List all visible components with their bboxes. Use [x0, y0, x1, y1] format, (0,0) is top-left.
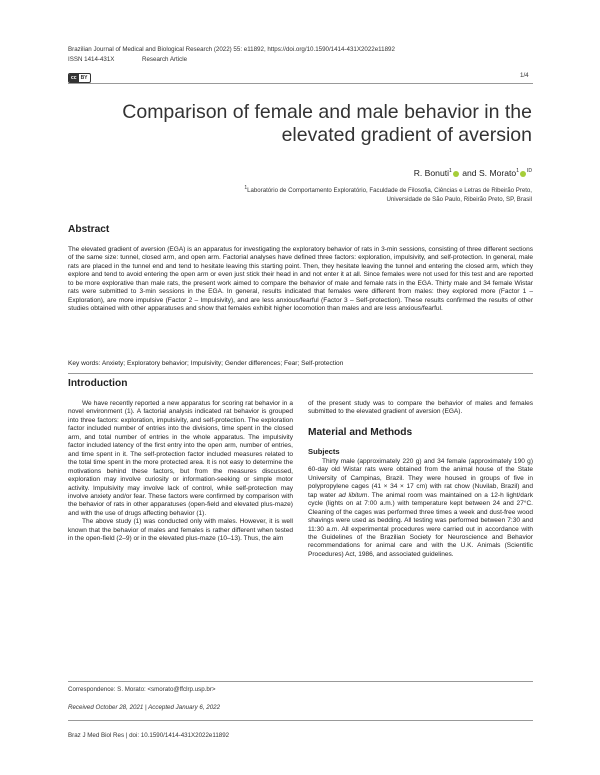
dates-rule [68, 720, 533, 721]
affiliation-line-1: $^1$Laboratório de Comportamento Exploratório, Faculdade de Filosofia, Ciências e Letras de Ribeirão Preto, [244, 184, 532, 194]
abstract-text: The elevated gradient of aversion (EGA) is an apparatus for investigating the exploratory behavior of rats in 3-min sessions, consisting of three different sections of the same size: tunnel, closed arm, and open arm. Factorial analyses have defined three factors: exploration, impulsivity, and self-protection. In general, male rats are placed in the tunnel end and tend to hesitate leaving this starting point. Then, they hesitate leaving the tunnel and entering the closed arm, which they explore and tend to avoid entering the open arm or even just stick their head in and not enter it at all. Since females were not used for this test and are reported to be more explorative than male rats, the present work aimed to compare the behavior of male and female rats in the EGA. Thirty male and 34 female Wistar rats were submitted to 3-min sessions in the EGA. In general, results indicated that females were different from males: they explored more (Factor 1 – Exploration), are more impulsive (Factor 2 – Impulsivity), and are less anxious/fearful (Factor 3 – Self-protection). These results confirmed the results of other studies obtained with other apparatuses and show that females exhibit higher locomotion than males and are less anxious/fearful. [68, 246, 533, 313]
keywords: Key words: Anxiety; Exploratory behavior; Impulsivity; Gender differences; Fear; Self-protection [68, 360, 344, 367]
author-1-affiliation: 1 [449, 168, 452, 175]
issn: ISSN 1414-431X [68, 56, 115, 63]
footer-citation: Braz J Med Biol Res | doi: 10.1590/1414-431X2022e11892 [68, 732, 230, 739]
footer-rule [68, 681, 533, 682]
introduction-paragraph-2: The above study (1) was conducted only with males. However, it is well known that the behavior of males and females is rather different when tested in the open-field (2–9) or in the elevated plus-maze (10–13). Thus, the aim [68, 518, 293, 543]
page-number: 1/4 [520, 72, 529, 79]
author-2-name: S. Morato [478, 168, 517, 178]
article-title-line-1: Comparison of female and male behavior in the [122, 101, 532, 123]
introduction-continuation: of the present study was to compare the behavior of males and females submitted to the elevated gradient of aversion (EGA). [308, 400, 533, 416]
right-column [308, 400, 533, 559]
header-rule [68, 83, 533, 84]
author-1-name: R. Bonuti [413, 168, 450, 178]
subjects-paragraph: Thirty male (approximately 220 g) and 34 female (approximately 190 g) 60-day old Wistar rats were obtained from the animal house of the State University of Campinas, Brazil. They were housed in groups of five in polypropylene cages (41 × 34 × 17 cm) with rat chow (Nuvilab, Brazil) and tap water ad libitum. The animal room was maintained on a 12-h light/dark cycle (lights on at 7:00 a.m.) with temperature kept between 24 and 27°C. Cleaning of the cages was performed three times a week and dust-free wood shavings were used as bedding. All testing was performed between 7:30 and 11:30 a.m. All experimental procedures were carried out in accordance with the Guidelines of the Brazilian Society for Neuroscience and Behavior recommendations for animal care and with the U.K. Animals (Scientific Procedures) Act, 1986, and associated guidelines. [308, 457, 533, 558]
author-line: R. Bonuti$^1$ and S. Morato$^1$ $^{ID}$ [413, 168, 532, 178]
article-title-line-2: elevated gradient of aversion [281, 124, 532, 146]
abstract-heading: Abstract [68, 224, 110, 235]
orcid-icon[interactable] [453, 171, 459, 177]
orcid-icon[interactable] [520, 171, 526, 177]
introduction-heading: Introduction [68, 378, 128, 389]
subjects-heading: Subjects [308, 446, 340, 456]
introduction-body [68, 400, 293, 544]
cc-license-badge[interactable]: cc BY [68, 66, 91, 84]
correspondence: Correspondence: S. Morato: <smorato@ffclrp.usp.br> [68, 686, 216, 693]
methods-heading: Material and Methods [308, 426, 413, 438]
cc-icon: cc [71, 75, 77, 81]
article-type: Research Article [142, 56, 188, 63]
author-2-orcid-mark: ID [527, 168, 532, 175]
journal-citation-line: Brazilian Journal of Medical and Biological Research (2022) 55: e11892, https://doi.org/10.1590/1414-431X2022e11892 [68, 46, 395, 53]
introduction-paragraph-1: We have recently reported a new apparatus for scoring rat behavior in a novel environment (1). A factorial analysis indicated rat behavior is grouped into three factors: exploration, impulsivity, and self-protection. The exploration factor included number of entries into the divisions, time spent in the closed arm, and total number of entries in the whole apparatus. The impulsivity factor included latency of the first entry into the open arm, number of entries, and time spent in it. The self-protection factor included measures related to the total time spent in the more protected area. It is not easy to determine the motivations behind these factors, but from the measures discussed, exploration may involve curiosity or information-seeking or simple motor activity. Impulsivity may involve lack of control, while self-protection may involve anxiety and/or fear. These factors were confirmed by comparison with the behavior of rats in other apparatuses (open-field and elevated plus-maze) and with the use of drugs affecting behavior (1). [68, 400, 293, 517]
received-accepted-dates: Received October 28, 2021 | Accepted January 6, 2022 [68, 704, 221, 711]
keywords-rule [68, 373, 533, 374]
author-2-affiliation: 1 [516, 168, 519, 175]
affiliation-line-2: Universidade de São Paulo, Ribeirão Preto, SP, Brasil [386, 196, 532, 203]
